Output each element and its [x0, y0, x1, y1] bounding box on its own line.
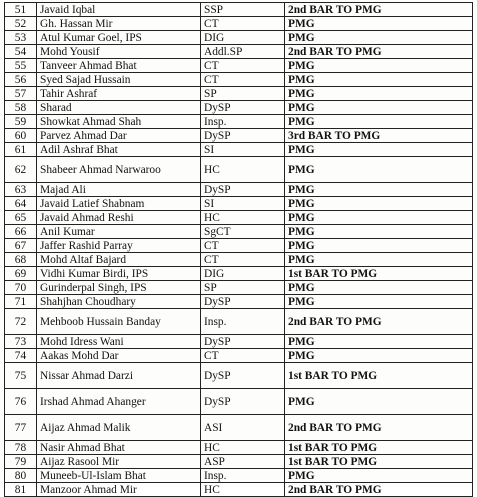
officer-name-cell: Aijaz Ahmad Malik: [37, 415, 201, 441]
award-cell: 2nd BAR TO PMG: [285, 309, 473, 335]
award-cell: 3rd BAR TO PMG: [285, 129, 473, 143]
officer-name-cell: Jaffer Rashid Parray: [37, 239, 201, 253]
awards-table-body: [5, 3, 473, 497]
serial-number-cell: 63: [5, 183, 37, 197]
serial-number-cell: 66: [5, 225, 37, 239]
rank-cell: CT: [201, 59, 285, 73]
officer-name-cell: Javaid Latief Shabnam: [37, 197, 201, 211]
award-cell: PMG: [285, 31, 473, 45]
serial-number-cell: 75: [5, 363, 37, 389]
officer-name-cell: Muneeb-Ul-Islam Bhat: [37, 469, 201, 483]
serial-number-cell: 59: [5, 115, 37, 129]
rank-cell: DySP: [201, 389, 285, 415]
serial-number-cell: 68: [5, 253, 37, 267]
officer-name-cell: Sharad: [37, 101, 201, 115]
officer-name-cell: Majad Ali: [37, 183, 201, 197]
award-cell: PMG: [285, 389, 473, 415]
officer-name-cell: Shahjhan Choudhary: [37, 295, 201, 309]
rank-cell: DIG: [201, 267, 285, 281]
table-row: [5, 483, 473, 497]
rank-cell: DySP: [201, 363, 285, 389]
rank-cell: ASI: [201, 415, 285, 441]
table-row: [5, 211, 473, 225]
rank-cell: HC: [201, 211, 285, 225]
rank-cell: SI: [201, 197, 285, 211]
serial-number-cell: 78: [5, 441, 37, 455]
award-cell: 1st BAR TO PMG: [285, 363, 473, 389]
award-cell: PMG: [285, 101, 473, 115]
award-cell: PMG: [285, 183, 473, 197]
table-row: [5, 17, 473, 31]
serial-number-cell: 52: [5, 17, 37, 31]
awards-table: [4, 2, 473, 497]
award-cell: 2nd BAR TO PMG: [285, 483, 473, 497]
table-row: [5, 101, 473, 115]
rank-cell: SgCT: [201, 225, 285, 239]
officer-name-cell: Shabeer Ahmad Narwaroo: [37, 157, 201, 183]
award-cell: PMG: [285, 197, 473, 211]
officer-name-cell: Gurinderpal Singh, IPS: [37, 281, 201, 295]
table-row: [5, 143, 473, 157]
award-cell: 1st BAR TO PMG: [285, 441, 473, 455]
rank-cell: Insp.: [201, 115, 285, 129]
rank-cell: Insp.: [201, 469, 285, 483]
table-row: [5, 59, 473, 73]
award-cell: PMG: [285, 225, 473, 239]
serial-number-cell: 67: [5, 239, 37, 253]
serial-number-cell: 80: [5, 469, 37, 483]
table-row: [5, 441, 473, 455]
table-row: [5, 87, 473, 101]
officer-name-cell: Nasir Ahmad Bhat: [37, 441, 201, 455]
table-row: [5, 295, 473, 309]
table-row: [5, 335, 473, 349]
table-row: [5, 389, 473, 415]
serial-number-cell: 74: [5, 349, 37, 363]
award-cell: PMG: [285, 469, 473, 483]
serial-number-cell: 71: [5, 295, 37, 309]
serial-number-cell: 72: [5, 309, 37, 335]
award-cell: PMG: [285, 73, 473, 87]
serial-number-cell: 61: [5, 143, 37, 157]
officer-name-cell: Aakas Mohd Dar: [37, 349, 201, 363]
officer-name-cell: Nissar Ahmad Darzi: [37, 363, 201, 389]
officer-name-cell: Javaid Ahmad Reshi: [37, 211, 201, 225]
serial-number-cell: 53: [5, 31, 37, 45]
rank-cell: HC: [201, 483, 285, 497]
rank-cell: SP: [201, 87, 285, 101]
award-cell: PMG: [285, 295, 473, 309]
table-row: [5, 309, 473, 335]
serial-number-cell: 60: [5, 129, 37, 143]
serial-number-cell: 76: [5, 389, 37, 415]
rank-cell: DySP: [201, 335, 285, 349]
award-cell: PMG: [285, 211, 473, 225]
table-row: [5, 469, 473, 483]
award-cell: 2nd BAR TO PMG: [285, 415, 473, 441]
serial-number-cell: 57: [5, 87, 37, 101]
officer-name-cell: Mohd Yousif: [37, 45, 201, 59]
rank-cell: HC: [201, 441, 285, 455]
award-cell: PMG: [285, 239, 473, 253]
award-cell: PMG: [285, 157, 473, 183]
serial-number-cell: 73: [5, 335, 37, 349]
serial-number-cell: 64: [5, 197, 37, 211]
officer-name-cell: Irshad Ahmad Ahanger: [37, 389, 201, 415]
officer-name-cell: Aijaz Rasool Mir: [37, 455, 201, 469]
table-row: [5, 45, 473, 59]
award-cell: PMG: [285, 115, 473, 129]
officer-name-cell: Gh. Hassan Mir: [37, 17, 201, 31]
rank-cell: CT: [201, 239, 285, 253]
table-row: [5, 115, 473, 129]
table-row: [5, 239, 473, 253]
award-cell: PMG: [285, 59, 473, 73]
table-row: [5, 225, 473, 239]
award-cell: 1st BAR TO PMG: [285, 455, 473, 469]
award-cell: PMG: [285, 335, 473, 349]
officer-name-cell: Showkat Ahmad Shah: [37, 115, 201, 129]
rank-cell: DySP: [201, 129, 285, 143]
serial-number-cell: 81: [5, 483, 37, 497]
officer-name-cell: Anil Kumar: [37, 225, 201, 239]
rank-cell: HC: [201, 157, 285, 183]
table-row: [5, 267, 473, 281]
officer-name-cell: Mohd Idress Wani: [37, 335, 201, 349]
serial-number-cell: 54: [5, 45, 37, 59]
award-cell: 2nd BAR TO PMG: [285, 3, 473, 17]
award-cell: 1st BAR TO PMG: [285, 267, 473, 281]
award-cell: 2nd BAR TO PMG: [285, 45, 473, 59]
award-cell: PMG: [285, 281, 473, 295]
serial-number-cell: 55: [5, 59, 37, 73]
table-row: [5, 455, 473, 469]
award-cell: PMG: [285, 87, 473, 101]
serial-number-cell: 79: [5, 455, 37, 469]
rank-cell: DySP: [201, 295, 285, 309]
officer-name-cell: Parvez Ahmad Dar: [37, 129, 201, 143]
rank-cell: DIG: [201, 31, 285, 45]
table-row: [5, 129, 473, 143]
table-row: [5, 363, 473, 389]
award-cell: PMG: [285, 17, 473, 31]
table-row: [5, 281, 473, 295]
table-row: [5, 253, 473, 267]
officer-name-cell: Tanveer Ahmad Bhat: [37, 59, 201, 73]
serial-number-cell: 51: [5, 3, 37, 17]
serial-number-cell: 77: [5, 415, 37, 441]
rank-cell: DySP: [201, 183, 285, 197]
table-row: [5, 157, 473, 183]
serial-number-cell: 56: [5, 73, 37, 87]
rank-cell: CT: [201, 349, 285, 363]
serial-number-cell: 62: [5, 157, 37, 183]
officer-name-cell: Atul Kumar Goel, IPS: [37, 31, 201, 45]
serial-number-cell: 70: [5, 281, 37, 295]
officer-name-cell: Tahir Ashraf: [37, 87, 201, 101]
officer-name-cell: Adil Ashraf Bhat: [37, 143, 201, 157]
serial-number-cell: 69: [5, 267, 37, 281]
table-row: [5, 31, 473, 45]
rank-cell: CT: [201, 253, 285, 267]
rank-cell: Insp.: [201, 309, 285, 335]
serial-number-cell: 65: [5, 211, 37, 225]
table-row: [5, 197, 473, 211]
table-row: [5, 183, 473, 197]
officer-name-cell: Vidhi Kumar Birdi, IPS: [37, 267, 201, 281]
rank-cell: SI: [201, 143, 285, 157]
table-row: [5, 3, 473, 17]
rank-cell: SP: [201, 281, 285, 295]
rank-cell: CT: [201, 17, 285, 31]
rank-cell: CT: [201, 73, 285, 87]
rank-cell: ASP: [201, 455, 285, 469]
award-cell: PMG: [285, 253, 473, 267]
rank-cell: Addl.SP: [201, 45, 285, 59]
officer-name-cell: Syed Sajad Hussain: [37, 73, 201, 87]
table-row: [5, 73, 473, 87]
award-cell: PMG: [285, 143, 473, 157]
rank-cell: SSP: [201, 3, 285, 17]
officer-name-cell: Mohd Altaf Bajard: [37, 253, 201, 267]
serial-number-cell: 58: [5, 101, 37, 115]
rank-cell: DySP: [201, 101, 285, 115]
officer-name-cell: Manzoor Ahmad Mir: [37, 483, 201, 497]
officer-name-cell: Javaid Iqbal: [37, 3, 201, 17]
table-row: [5, 349, 473, 363]
table-row: [5, 415, 473, 441]
award-cell: PMG: [285, 349, 473, 363]
officer-name-cell: Mehboob Hussain Banday: [37, 309, 201, 335]
